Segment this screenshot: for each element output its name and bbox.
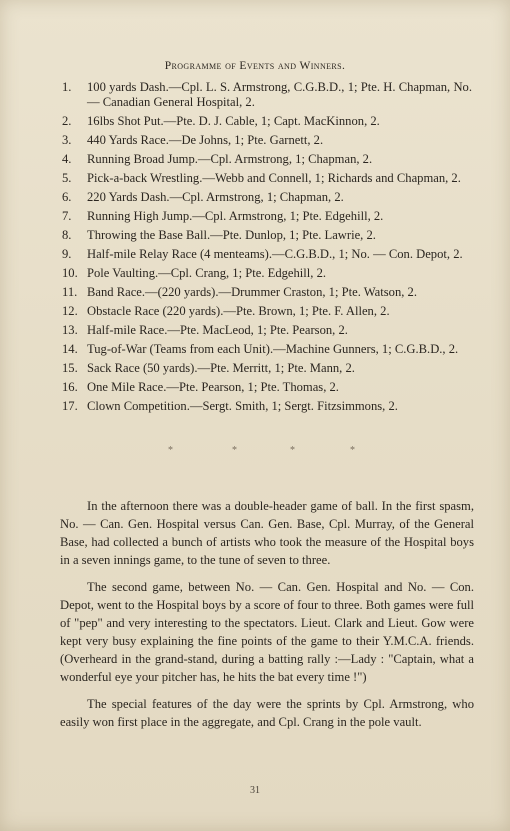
event-text: Obstacle Race (220 yards).—Pte. Brown, 1; Pte. F. Allen, 2. xyxy=(87,304,390,318)
event-text: One Mile Race.—Pte. Pearson, 1; Pte. Thomas, 2. xyxy=(87,380,339,394)
event-text: Tug-of-War (Teams from each Unit).—Machine Gunners, 1; C.G.B.D., 2. xyxy=(87,342,459,356)
event-item xyxy=(62,247,472,262)
event-item xyxy=(62,399,472,414)
event-text: Running Broad Jump.—Cpl. Armstrong, 1; Chapman, 2. xyxy=(87,152,373,166)
event-text: Half-mile Race.—Pte. MacLeod, 1; Pte. Pearson, 2. xyxy=(87,323,348,337)
event-item xyxy=(62,190,472,205)
event-number: 2. xyxy=(62,114,72,128)
asterisk-ornament: * xyxy=(168,445,173,456)
asterisk-ornament: * xyxy=(350,445,355,456)
event-text: 220 Yards Dash.—Cpl. Armstrong, 1; Chapman, 2. xyxy=(87,190,344,204)
event-item xyxy=(62,114,472,129)
event-number: 17. xyxy=(62,399,78,413)
body-text xyxy=(60,497,474,740)
event-text: 16lbs Shot Put.—Pte. D. J. Cable, 1; Capt. MacKinnon, 2. xyxy=(87,114,380,128)
event-number: 11. xyxy=(62,285,78,299)
event-number: 14. xyxy=(62,342,78,356)
event-number: 12. xyxy=(62,304,78,318)
event-item xyxy=(62,323,472,338)
section-heading: Programme of Events and Winners. xyxy=(164,60,346,72)
event-text: Sack Race (50 yards).—Pte. Merritt, 1; Pte. Mann, 2. xyxy=(87,361,355,375)
event-item xyxy=(62,152,472,167)
event-item xyxy=(62,228,472,243)
event-text: Pick-a-back Wrestling.—Webb and Connell, 1; Richards and Chapman, 2. xyxy=(87,171,461,185)
event-text: Throwing the Base Ball.—Pte. Dunlop, 1; Pte. Lawrie, 2. xyxy=(87,228,376,242)
events-list xyxy=(62,80,472,418)
event-text: 100 yards Dash.—Cpl. L. S. Armstrong, C.G.B.D., 1; Pte. H. Chapman, No. — Canadian General Hospital, 2. xyxy=(87,80,472,109)
event-number: 3. xyxy=(62,133,72,147)
event-number: 7. xyxy=(62,209,72,223)
event-number: 5. xyxy=(62,171,72,185)
event-item xyxy=(62,266,472,281)
event-item xyxy=(62,209,472,224)
paragraph: In the afternoon there was a double-header game of ball. In the first spasm, No. — Can. Gen. Hospital versus Can. Gen. Base, Cpl. Murray, of the General Base, had collected a bunch of artists who took the measure of the Hospital boys in a seven innings game, to the tune of seven to three. xyxy=(60,499,474,567)
event-number: 16. xyxy=(62,380,78,394)
asterisk-ornament: * xyxy=(290,445,295,456)
event-item xyxy=(62,380,472,395)
event-number: 8. xyxy=(62,228,72,242)
event-number: 15. xyxy=(62,361,78,375)
event-text: Running High Jump.—Cpl. Armstrong, 1; Pte. Edgehill, 2. xyxy=(87,209,384,223)
event-number: 10. xyxy=(62,266,78,280)
event-number: 13. xyxy=(62,323,78,337)
paragraph: The special features of the day were the sprints by Cpl. Armstrong, who easily won first place in the aggregate, and Cpl. Crang in the pole vault. xyxy=(60,697,474,729)
event-item xyxy=(62,342,472,357)
event-item xyxy=(62,285,472,300)
event-text: Band Race.—(220 yards).—Drummer Craston, 1; Pte. Watson, 2. xyxy=(87,285,417,299)
page-number: 31 xyxy=(250,785,260,796)
asterisk-ornament: * xyxy=(232,445,237,456)
event-text: Pole Vaulting.—Cpl. Crang, 1; Pte. Edgehill, 2. xyxy=(87,266,327,280)
event-item xyxy=(62,133,472,148)
paragraph: The second game, between No. — Can. Gen. Hospital and No. — Con. Depot, went to the Hospital boys by a score of four to three. Both games were full of "pep" and very interesting to the spectators. Lieut. Clark and Lieut. Gow were kept very busy explaining the fine points of the game to their Y.M.C.A. friends. (Overheard in the grand-stand, during a batting rally :—Lady : "Captain, what a wonderful eye your pitcher has, he hits the bat every time !") xyxy=(60,580,474,684)
event-item xyxy=(62,361,472,376)
event-number: 6. xyxy=(62,190,72,204)
event-text: Half-mile Relay Race (4 menteams).—C.G.B.D., 1; No. — Con. Depot, 2. xyxy=(87,247,463,261)
event-text: Clown Competition.—Sergt. Smith, 1; Sergt. Fitzsimmons, 2. xyxy=(87,399,398,413)
event-item xyxy=(62,80,472,110)
event-number: 4. xyxy=(62,152,72,166)
event-item xyxy=(62,304,472,319)
event-text: 440 Yards Race.—De Johns, 1; Pte. Garnett, 2. xyxy=(87,133,324,147)
event-number: 1. xyxy=(62,80,72,94)
event-number: 9. xyxy=(62,247,72,261)
event-item xyxy=(62,171,472,186)
